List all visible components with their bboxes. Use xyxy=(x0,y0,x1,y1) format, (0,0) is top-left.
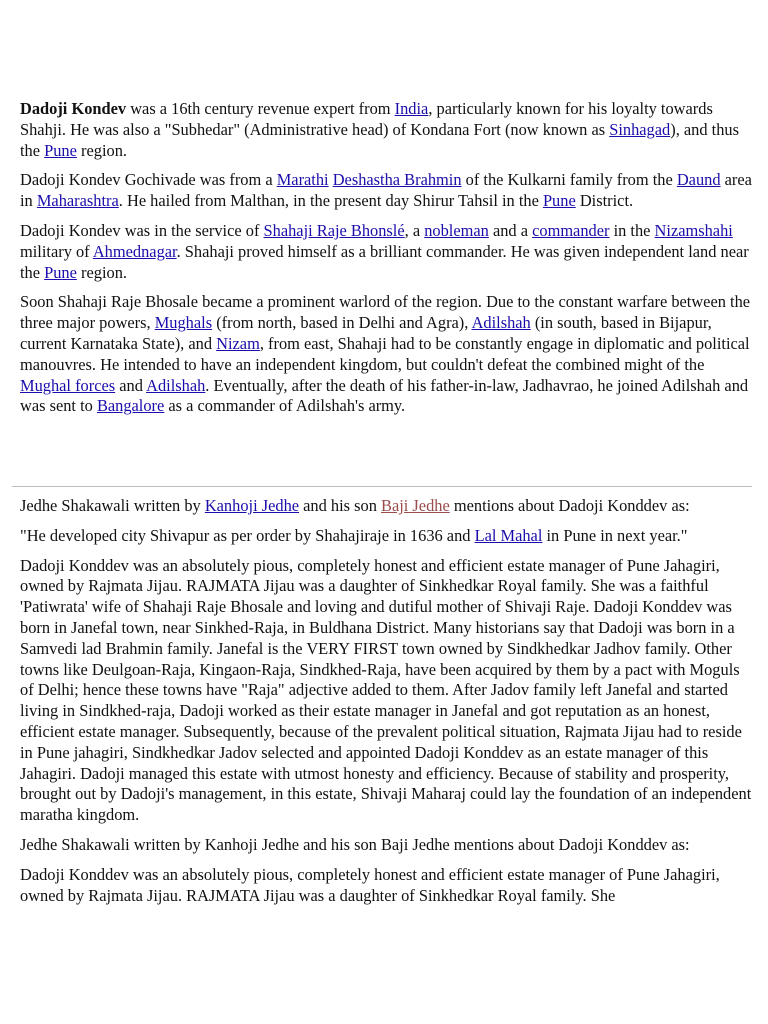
paragraph-jedhe-repeat: Jedhe Shakawali written by Kanhoji Jedhe and his son Baji Jedhe mentions about Dadoji Konddev as: xyxy=(20,834,690,854)
link-bangalore[interactable]: Bangalore xyxy=(96,396,165,416)
paragraph-origin: Dadoji Kondev Gochivade was from a Marathi Deshastha Brahmin of the Kulkarni family from the Daund area in Maharashtra. He hailed from Malthan, in the present day Shirur Tahsil in the Pune District. xyxy=(20,170,752,211)
link-mughal-forces[interactable]: Mughal forces xyxy=(20,375,116,395)
link-pune[interactable]: Pune xyxy=(44,140,77,160)
paragraph-estate-manager: Dadoji Konddev was an absolutely pious, completely honest and efficient estate manager of Pune Jahagiri, owned by Rajmata Jijau. RAJMATA Jijau was a daughter of Sinkhedkar Royal family. She was a faithful 'Patiwrata' wife of Shahaji Raje Bhosale and loving and dutiful mother of Shivaji Raje. Dadoji Konddev was born in Janefal town, near Sinkhed-Raja, in Buldhana District. Many historians say that Dadoji was born in a Samvedi lad Brahmin family. Janefal is the VERY FIRST town owned by Sindkhedkar Jadhov family. Other towns like Deulgoan-Raja, Kingaon-Raja, Sindkhed-Raja, have been acquired by them by a pact with Moguls of Delhi; hence these towns have "Raja" adjective added to them. After Jadov family left Janefal and started living in Sindkhed-raja, Dadoji worked as their estate manager in Janefal and got reputation as an honest, efficient estate manager. Subsequently, because of the prevalent political situation, Rajmata Jijau had to reside in Pune jahagiri, Sindkhedkar Jadov selected and appointed Dadoji Konddev as an estate manager of this Jahagiri. Dadoji managed this estate with utmost honesty and efficiency. Because of stability and prosperity, brought out by Dadoji's management, in this estate, Shivaji Maharaj could lay the foundation of an independent maratha kingdom. xyxy=(20,555,752,825)
link-nizam[interactable]: Nizam xyxy=(216,333,260,353)
link-adilshah-2[interactable]: Adilshah xyxy=(146,375,206,395)
paragraph-intro: Dadoji Kondev was a 16th century revenue expert from India, particularly known for his loyalty towards Shahji. He was also a "Subhedar" (Administrative head) of Kondana Fort (now known as Sinhagad), and thus the Pune region. xyxy=(20,99,739,160)
link-shahaji-raje-bhonsle[interactable]: Shahaji Raje Bhonslé xyxy=(263,220,405,240)
paragraph-quote: "He developed city Shivapur as per order by Shahajiraje in 1636 and Lal Mahal in Pune in next year." xyxy=(20,525,688,545)
paragraph-jedhe-intro: Jedhe Shakawali written by Kanhoji Jedhe and his son Baji Jedhe mentions about Dadoji Konddev as: xyxy=(20,496,690,515)
link-deshastha-brahmin[interactable]: Deshastha Brahmin xyxy=(332,170,462,190)
article-section-bottom xyxy=(20,496,754,915)
paragraph-estate-manager-repeat: Dadoji Konddev was an absolutely pious, completely honest and efficient estate manager of Pune Jahagiri, owned by Rajmata Jijau. RAJMATA Jijau was a daughter of Sinkhedkar Royal family. She xyxy=(20,864,720,905)
link-nizamshahi[interactable]: Nizamshahi xyxy=(654,220,733,240)
link-sinhagad[interactable]: Sinhagad xyxy=(609,119,671,139)
link-pune-district[interactable]: Pune xyxy=(542,191,576,211)
link-marathi[interactable]: Marathi xyxy=(276,170,329,190)
link-daund[interactable]: Daund xyxy=(676,170,721,190)
link-pune-region[interactable]: Pune xyxy=(44,262,77,282)
link-india[interactable]: India xyxy=(394,99,429,118)
link-commander[interactable]: commander xyxy=(532,220,610,240)
paragraph-warlord: Soon Shahaji Raje Bhosale became a prominent warlord of the region. Due to the constant warfare between the three major powers, Mughals (from north, based in Delhi and Agra), Adilshah (in south, based in Bijapur, current Karnataka State), and Nizam, from east, Shahaji had to be constantly engage in diplomatic and political manouvres. He intended to have an independent kingdom, but couldn't defeat the combined might of the Mughal forces and Adilshah. Eventually, after the death of his father-in-law, Jadhavrao, he joined Adilshah and was sent to Bangalore as a commander of Adilshah's army. xyxy=(20,292,751,416)
paragraph-service: Dadoji Kondev was in the service of Shahaji Raje Bhonslé, a nobleman and a commander in the Nizamshahi military of Ahmednagar. Shahaji proved himself as a brilliant commander. He was given independent land near the Pune region. xyxy=(20,220,749,282)
section-divider xyxy=(12,486,752,487)
link-maharashtra[interactable]: Maharashtra xyxy=(36,191,119,211)
link-lal-mahal[interactable]: Lal Mahal xyxy=(474,525,543,545)
article-section-top xyxy=(20,99,754,426)
link-kanhoji-jedhe[interactable]: Kanhoji Jedhe xyxy=(204,496,300,515)
link-adilshah[interactable]: Adilshah xyxy=(471,313,531,333)
link-nobleman[interactable]: nobleman xyxy=(424,220,489,240)
link-ahmednagar[interactable]: Ahmednagar xyxy=(92,241,177,261)
article-subject: Dadoji Kondev xyxy=(20,99,127,118)
link-baji-jedhe[interactable]: Baji Jedhe xyxy=(381,496,450,515)
link-mughals[interactable]: Mughals xyxy=(154,313,213,333)
